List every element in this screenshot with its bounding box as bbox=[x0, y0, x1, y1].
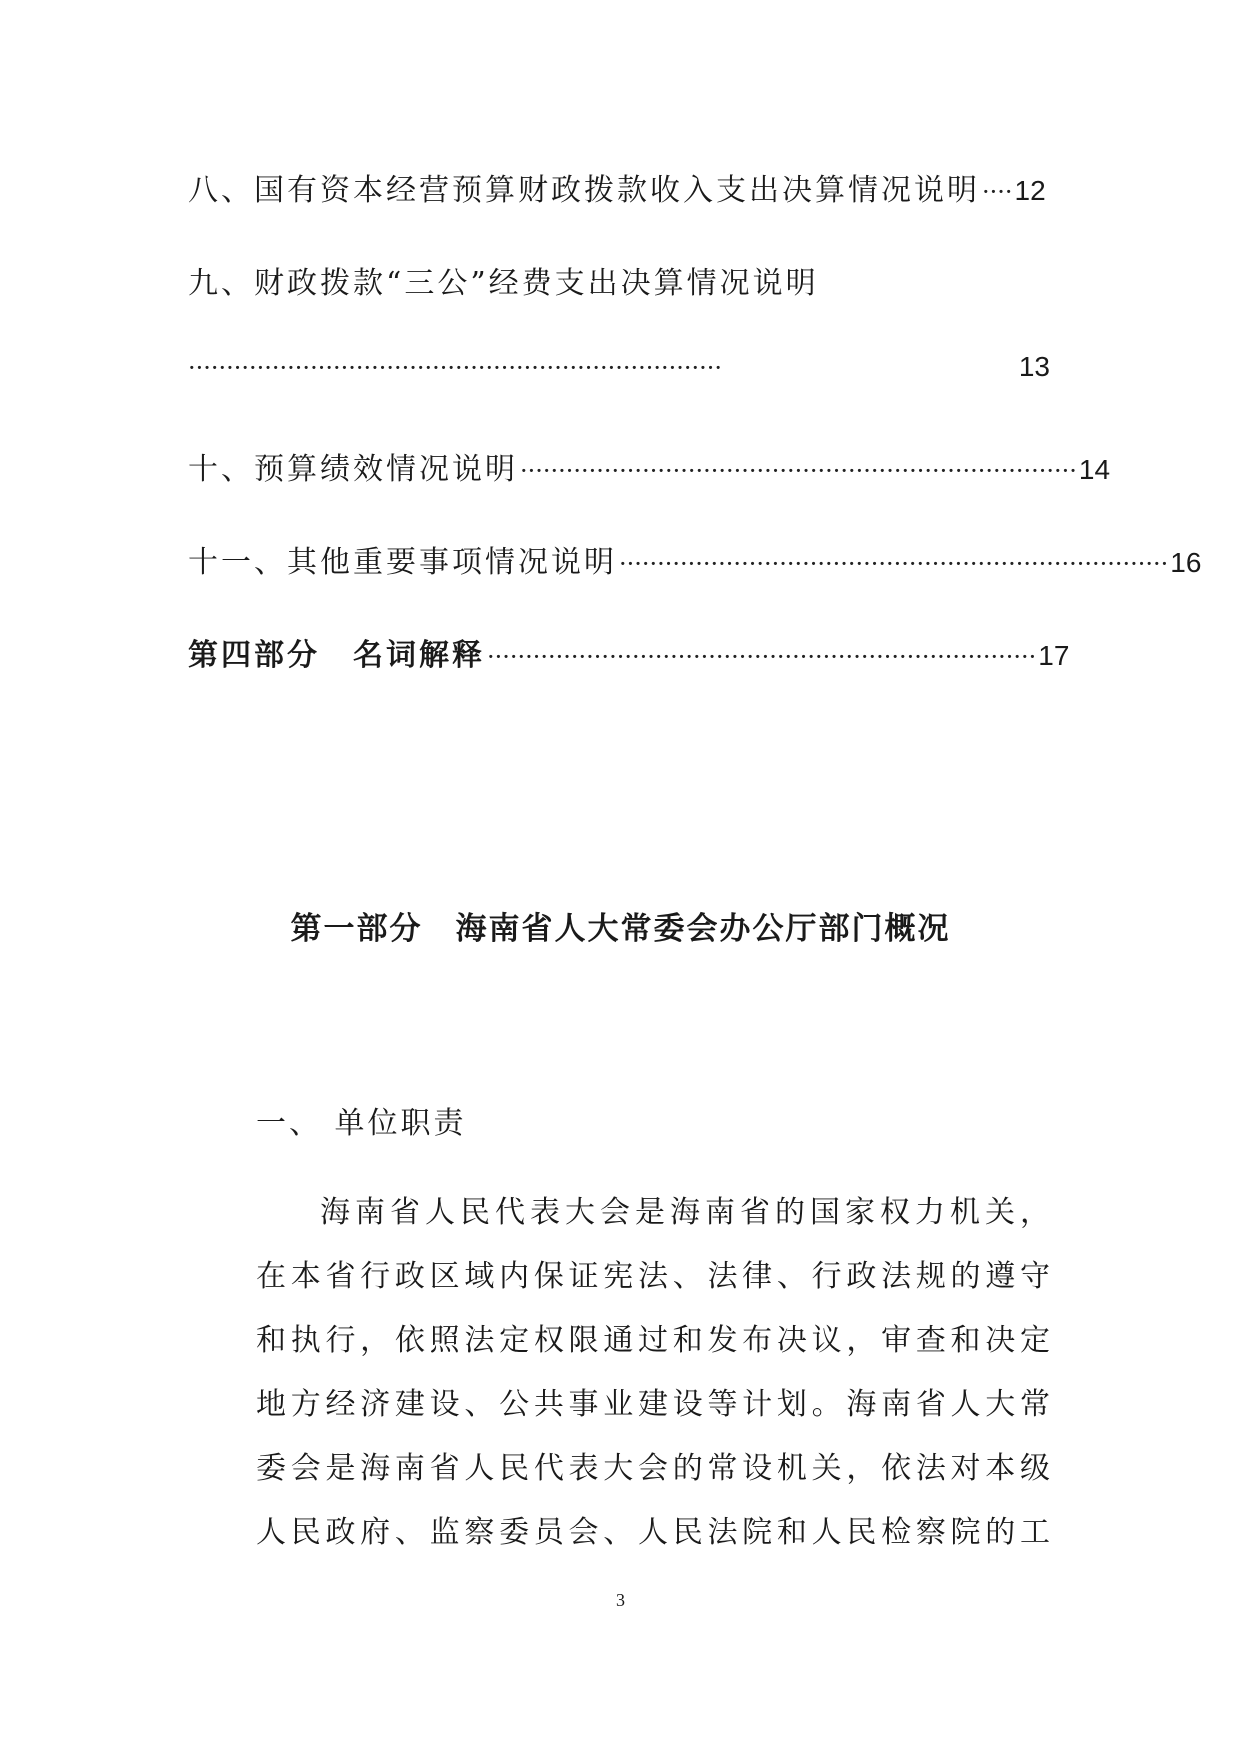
paragraph-line: 地方经济建设、公共事业建设等计划。海南省人大常 bbox=[256, 1387, 1050, 1422]
toc-entry-title: 八、国有资本经营预算财政拨款收入支出决算情况说明 bbox=[188, 173, 980, 208]
part-title: 第一部分 海南省人大常委会办公厅部门概况 bbox=[290, 911, 951, 947]
toc-page-number: 17 bbox=[1038, 640, 1070, 671]
section-heading: 一、 单位职责 bbox=[256, 1106, 467, 1141]
page-number: 3 bbox=[616, 1590, 625, 1610]
paragraph-line: 和执行，依照法定权限通过和发布决议，审查和决定 bbox=[256, 1323, 1050, 1358]
toc-entry-part-4[interactable] bbox=[188, 630, 1070, 674]
toc-entry-11[interactable] bbox=[188, 537, 1202, 581]
toc-page-number: 13 bbox=[1018, 351, 1050, 382]
body-paragraph bbox=[256, 1187, 1050, 1571]
toc-entry-9[interactable] bbox=[188, 351, 1050, 383]
paragraph-line: 在本省行政区域内保证宪法、法律、行政法规的遵守 bbox=[256, 1259, 1050, 1294]
toc-entry-8[interactable] bbox=[188, 165, 1050, 209]
toc-dot-leader: ······································································ bbox=[188, 354, 723, 382]
toc-page-number: 16 bbox=[1170, 547, 1202, 578]
toc-entry-9-title[interactable]: 九、财政拨款“三公”经费支出决算情况说明 bbox=[188, 266, 819, 301]
paragraph-line: 海南省人民代表大会是海南省的国家权力机关， bbox=[320, 1195, 1050, 1230]
toc-dot-leader: ········································································· bbox=[520, 457, 1077, 485]
toc-entry-10[interactable] bbox=[188, 444, 1111, 488]
paragraph-line: 人民政府、监察委员会、人民法院和人民检察院的工 bbox=[256, 1515, 1050, 1550]
toc-dot-leader: ········································································ bbox=[619, 550, 1169, 578]
toc-entry-title: 十一、其他重要事项情况说明 bbox=[188, 545, 617, 580]
toc-page-number: 14 bbox=[1078, 454, 1111, 485]
toc-entry-title: 第四部分 名词解释 bbox=[188, 638, 485, 673]
toc-entry-title: 十、预算绩效情况说明 bbox=[188, 452, 518, 487]
toc-dot-leader: ········································································ bbox=[487, 643, 1037, 671]
paragraph-line: 委会是海南省人民代表大会的常设机关，依法对本级 bbox=[256, 1451, 1050, 1486]
toc-dot-leader: ···· bbox=[982, 178, 1013, 206]
toc-page-number: 12 bbox=[1014, 175, 1046, 206]
